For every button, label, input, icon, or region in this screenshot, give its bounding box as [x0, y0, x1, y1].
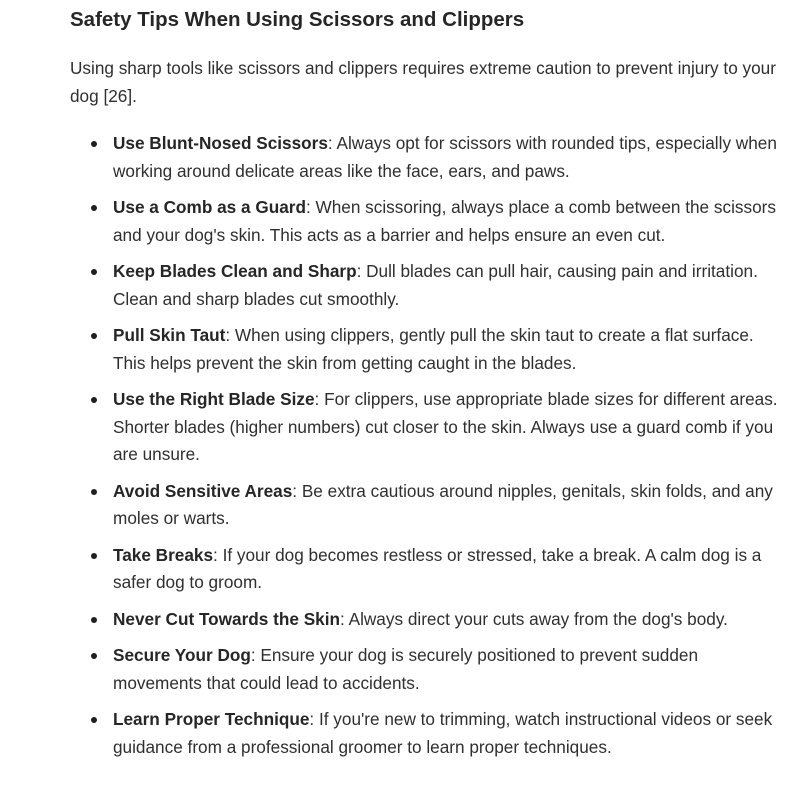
list-item — [70, 194, 780, 249]
tip-title: Pull Skin Taut — [113, 325, 226, 345]
article-section — [70, 0, 780, 770]
bullet-icon — [91, 653, 97, 659]
bullet-icon — [91, 269, 97, 275]
tip-text: : Ensure your dog is securely positioned to prevent sudden movements that could lead to accidents. — [113, 645, 699, 693]
tip-text: : Always direct your cuts away from the dog's body. — [340, 608, 728, 629]
bullet-icon — [91, 397, 97, 403]
list-item — [70, 322, 780, 377]
tip-title: Never Cut Towards the Skin — [113, 608, 340, 629]
intro-paragraph: Using sharp tools like scissors and clippers requires extreme caution to prevent injury to your dog [26]. — [70, 58, 776, 106]
list-item — [70, 386, 780, 469]
list-item — [70, 606, 780, 634]
tip-title: Take Breaks — [113, 544, 214, 565]
list-item — [70, 542, 780, 597]
tip-text: : Be extra cautious around nipples, genitals, skin folds, and any moles or warts. — [113, 480, 773, 528]
section-title: Safety Tips When Using Scissors and Clippers — [70, 8, 525, 31]
list-item — [70, 258, 780, 313]
bullet-icon — [91, 205, 97, 211]
tip-text: : Always opt for scissors with rounded tips, especially when working around delicate areas like the face, ears, and paws. — [113, 133, 777, 181]
tip-title: Avoid Sensitive Areas — [113, 480, 293, 501]
list-item — [70, 706, 780, 761]
safety-tips-list — [70, 130, 780, 761]
list-item — [70, 642, 780, 697]
tip-title: Use the Right Blade Size — [113, 389, 315, 409]
list-item — [70, 478, 780, 533]
tip-title: Keep Blades Clean and Sharp — [113, 261, 357, 281]
tip-text: : If you're new to trimming, watch instructional videos or seek guidance from a professional groomer to learn proper techniques. — [113, 709, 773, 757]
tip-text: : If your dog becomes restless or stressed, take a break. A calm dog is a safer dog to groom. — [113, 544, 762, 592]
bullet-icon — [91, 717, 97, 723]
tip-title: Learn Proper Technique — [113, 709, 310, 729]
bullet-icon — [91, 553, 97, 559]
bullet-icon — [91, 617, 97, 623]
list-item — [70, 130, 780, 185]
bullet-icon — [91, 141, 97, 147]
tip-title: Use a Comb as a Guard — [113, 197, 306, 217]
bullet-icon — [91, 489, 97, 495]
tip-title: Secure Your Dog — [113, 645, 251, 665]
tip-text: : When using clippers, gently pull the skin taut to create a flat surface. This helps prevent the skin from getting caught in the blades. — [113, 325, 754, 373]
bullet-icon — [91, 333, 97, 339]
tip-title: Use Blunt-Nosed Scissors — [113, 133, 328, 153]
tip-text: : For clippers, use appropriate blade sizes for different areas. Shorter blades (higher numbers) cut closer to the skin. Always use a guard comb if you are unsure. — [113, 389, 778, 464]
tip-text: : Dull blades can pull hair, causing pain and irritation. Clean and sharp blades cut smoothly. — [113, 261, 758, 309]
tip-text: : When scissoring, always place a comb between the scissors and your dog's skin. This acts as a barrier and helps ensure an even cut. — [113, 197, 776, 245]
